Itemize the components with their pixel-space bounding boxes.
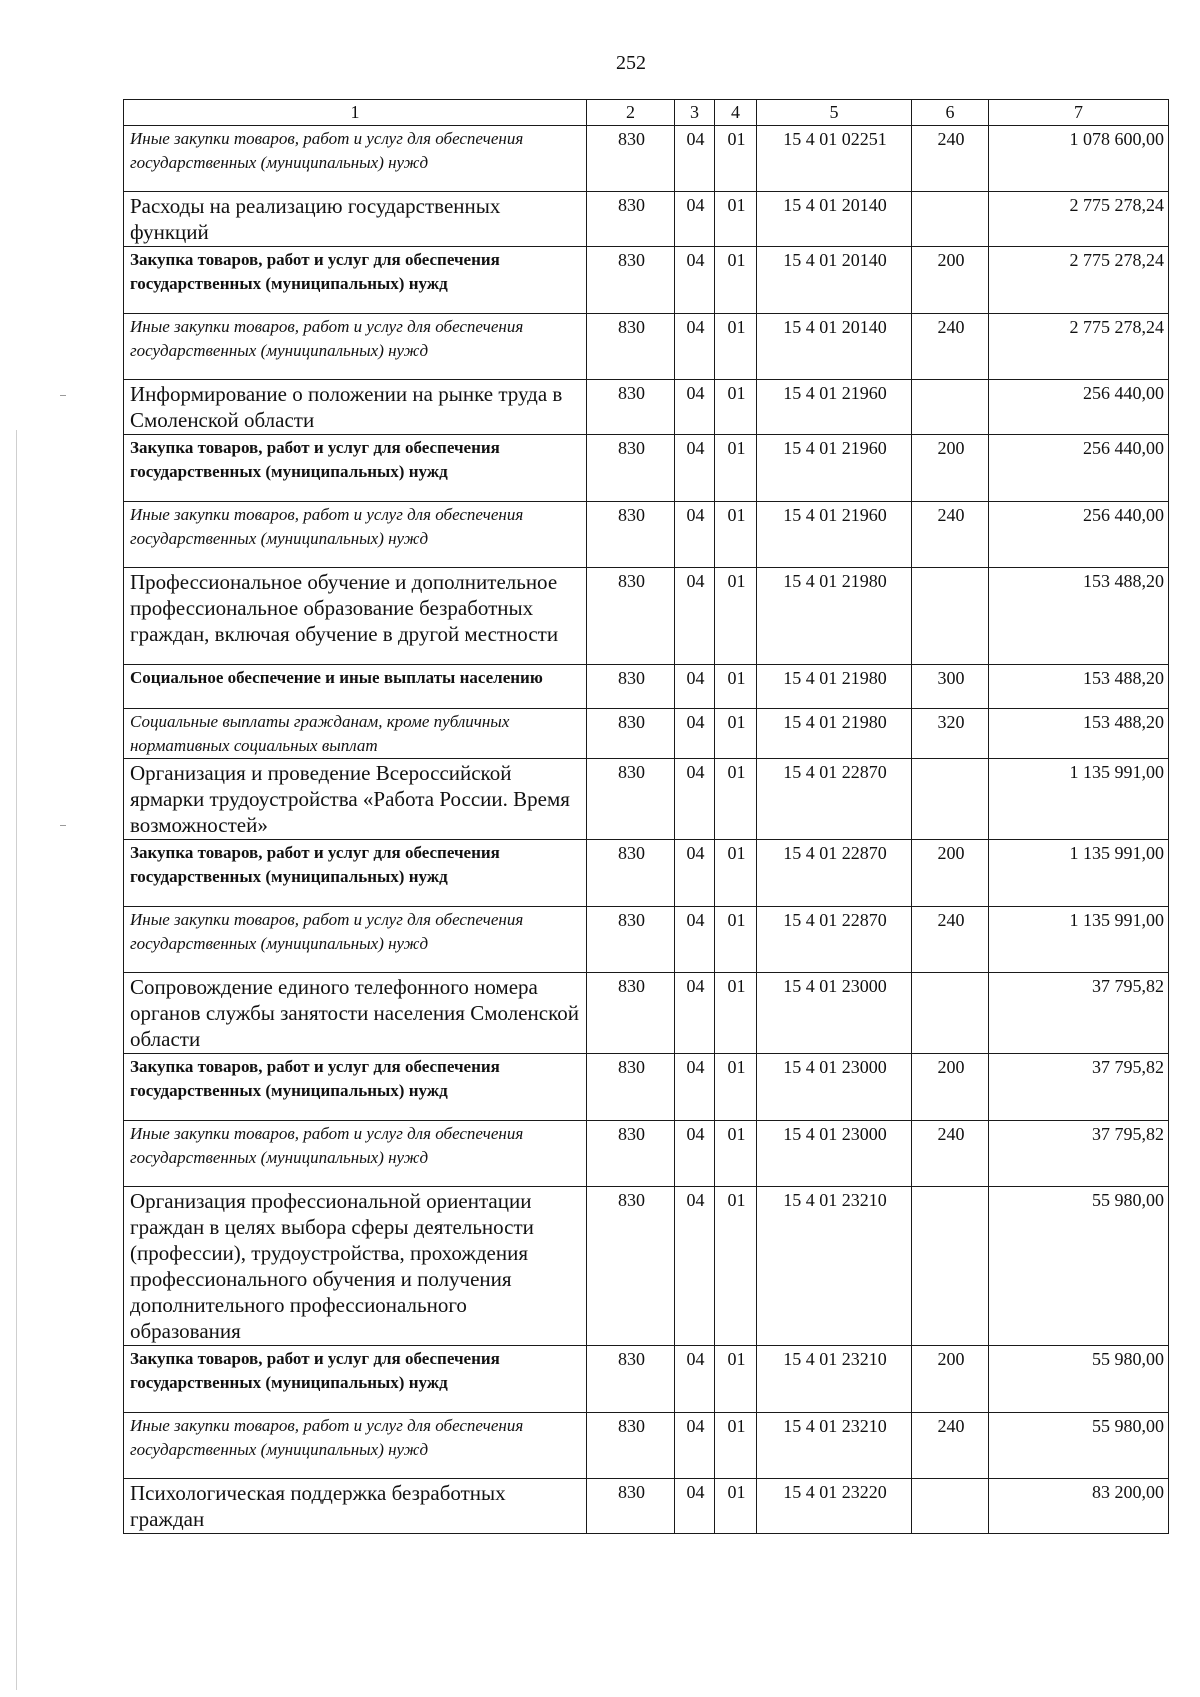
budget-table [123,99,1169,1534]
row-amount-cell: 1 135 991,00 [989,759,1169,840]
row-target-article-cell: 15 4 01 20140 [757,247,912,314]
header-col-6: 6 [912,100,989,126]
row-section-cell: 04 [675,1187,715,1346]
row-admin-code-cell: 830 [587,1413,675,1479]
row-name-cell: Психологическая поддержка безработных граждан [124,1479,587,1534]
row-subsection-cell: 01 [715,192,757,247]
row-subsection-cell: 01 [715,247,757,314]
header-col-2: 2 [587,100,675,126]
row-section-cell: 04 [675,973,715,1054]
scan-margin-line [16,430,17,1690]
table-row [124,126,1169,192]
row-section-cell: 04 [675,1121,715,1187]
row-admin-code-cell: 830 [587,502,675,568]
table-row [124,502,1169,568]
table-row [124,709,1169,759]
row-expense-type-cell: 200 [912,1054,989,1121]
row-admin-code-cell: 830 [587,1121,675,1187]
row-name-cell: Иные закупки товаров, работ и услуг для обеспечения государственных (муниципальных) нужд [124,314,587,380]
row-expense-type-cell: 200 [912,1346,989,1413]
row-target-article-cell: 15 4 01 21960 [757,435,912,502]
row-section-cell: 04 [675,840,715,907]
row-section-cell: 04 [675,380,715,435]
row-admin-code-cell: 830 [587,380,675,435]
row-admin-code-cell: 830 [587,1054,675,1121]
row-subsection-cell: 01 [715,1054,757,1121]
row-section-cell: 04 [675,435,715,502]
row-name-cell: Закупка товаров, работ и услуг для обеспечения государственных (муниципальных) нужд [124,247,587,314]
row-amount-cell: 37 795,82 [989,973,1169,1054]
row-section-cell: 04 [675,1346,715,1413]
table-row [124,1413,1169,1479]
row-subsection-cell: 01 [715,314,757,380]
row-section-cell: 04 [675,1413,715,1479]
row-amount-cell: 153 488,20 [989,665,1169,709]
row-admin-code-cell: 830 [587,247,675,314]
row-target-article-cell: 15 4 01 23210 [757,1413,912,1479]
row-section-cell: 04 [675,568,715,665]
row-name-cell: Закупка товаров, работ и услуг для обеспечения государственных (муниципальных) нужд [124,1346,587,1413]
row-expense-type-cell: 320 [912,709,989,759]
header-col-1: 1 [124,100,587,126]
row-target-article-cell: 15 4 01 23210 [757,1187,912,1346]
row-amount-cell: 55 980,00 [989,1187,1169,1346]
table-header [124,100,1169,126]
table-row [124,840,1169,907]
row-target-article-cell: 15 4 01 20140 [757,192,912,247]
row-expense-type-cell: 240 [912,314,989,380]
row-amount-cell: 2 775 278,24 [989,314,1169,380]
header-col-4: 4 [715,100,757,126]
row-admin-code-cell: 830 [587,1187,675,1346]
row-subsection-cell: 01 [715,1346,757,1413]
row-target-article-cell: 15 4 01 21980 [757,568,912,665]
header-row [124,100,1169,126]
row-name-cell: Закупка товаров, работ и услуг для обеспечения государственных (муниципальных) нужд [124,435,587,502]
row-name-cell: Иные закупки товаров, работ и услуг для обеспечения государственных (муниципальных) нужд [124,502,587,568]
row-expense-type-cell: 300 [912,665,989,709]
row-amount-cell: 2 775 278,24 [989,247,1169,314]
table-row [124,665,1169,709]
table-row [124,1121,1169,1187]
row-name-cell: Иные закупки товаров, работ и услуг для обеспечения государственных (муниципальных) нужд [124,1121,587,1187]
table-row [124,192,1169,247]
header-col-3: 3 [675,100,715,126]
row-target-article-cell: 15 4 01 23000 [757,1054,912,1121]
row-target-article-cell: 15 4 01 22870 [757,759,912,840]
row-section-cell: 04 [675,247,715,314]
row-admin-code-cell: 830 [587,126,675,192]
row-admin-code-cell: 830 [587,192,675,247]
table-row [124,568,1169,665]
row-name-cell: Социальное обеспечение и иные выплаты населению [124,665,587,709]
row-subsection-cell: 01 [715,568,757,665]
table-row [124,907,1169,973]
row-subsection-cell: 01 [715,126,757,192]
row-expense-type-cell [912,1187,989,1346]
row-expense-type-cell: 240 [912,1413,989,1479]
row-admin-code-cell: 830 [587,840,675,907]
row-name-cell: Закупка товаров, работ и услуг для обеспечения государственных (муниципальных) нужд [124,840,587,907]
row-name-cell: Иные закупки товаров, работ и услуг для обеспечения государственных (муниципальных) нужд [124,907,587,973]
row-subsection-cell: 01 [715,435,757,502]
row-target-article-cell: 15 4 01 23000 [757,973,912,1054]
row-name-cell: Организация и проведение Всероссийской ярмарки трудоустройства «Работа России. Время возможностей» [124,759,587,840]
row-target-article-cell: 15 4 01 21960 [757,380,912,435]
row-subsection-cell: 01 [715,709,757,759]
row-admin-code-cell: 830 [587,435,675,502]
row-amount-cell: 83 200,00 [989,1479,1169,1534]
row-target-article-cell: 15 4 01 20140 [757,314,912,380]
table-row [124,1054,1169,1121]
row-target-article-cell: 15 4 01 23210 [757,1346,912,1413]
row-amount-cell: 256 440,00 [989,435,1169,502]
row-section-cell: 04 [675,126,715,192]
row-name-cell: Иные закупки товаров, работ и услуг для обеспечения государственных (муниципальных) нужд [124,1413,587,1479]
row-amount-cell: 55 980,00 [989,1413,1169,1479]
row-expense-type-cell [912,380,989,435]
row-name-cell: Расходы на реализацию государственных функций [124,192,587,247]
table-row [124,1479,1169,1534]
row-expense-type-cell: 240 [912,126,989,192]
table-body [124,126,1169,1534]
row-amount-cell: 1 135 991,00 [989,840,1169,907]
header-col-5: 5 [757,100,912,126]
scan-margin-mark [60,395,66,396]
row-admin-code-cell: 830 [587,973,675,1054]
table-row [124,247,1169,314]
row-subsection-cell: 01 [715,1479,757,1534]
row-subsection-cell: 01 [715,1187,757,1346]
row-admin-code-cell: 830 [587,759,675,840]
row-expense-type-cell [912,568,989,665]
row-expense-type-cell: 200 [912,247,989,314]
row-section-cell: 04 [675,709,715,759]
row-admin-code-cell: 830 [587,568,675,665]
row-expense-type-cell: 200 [912,435,989,502]
row-target-article-cell: 15 4 01 23220 [757,1479,912,1534]
header-col-7: 7 [989,100,1169,126]
row-target-article-cell: 15 4 01 23000 [757,1121,912,1187]
row-subsection-cell: 01 [715,1413,757,1479]
row-subsection-cell: 01 [715,759,757,840]
row-amount-cell: 153 488,20 [989,568,1169,665]
row-amount-cell: 256 440,00 [989,380,1169,435]
row-admin-code-cell: 830 [587,1479,675,1534]
row-section-cell: 04 [675,314,715,380]
row-section-cell: 04 [675,665,715,709]
row-expense-type-cell: 240 [912,1121,989,1187]
row-section-cell: 04 [675,907,715,973]
row-amount-cell: 1 135 991,00 [989,907,1169,973]
row-name-cell: Организация профессиональной ориентации граждан в целях выбора сферы деятельности (профессии), трудоустройства, прохождения профессионального обучения и получения дополнительного профессионального образования [124,1187,587,1346]
row-section-cell: 04 [675,502,715,568]
row-expense-type-cell: 240 [912,907,989,973]
row-admin-code-cell: 830 [587,1346,675,1413]
table-row [124,973,1169,1054]
page-number: 252 [616,52,646,74]
row-section-cell: 04 [675,192,715,247]
row-target-article-cell: 15 4 01 21980 [757,665,912,709]
table-row [124,1346,1169,1413]
row-expense-type-cell [912,1479,989,1534]
row-section-cell: 04 [675,1479,715,1534]
row-target-article-cell: 15 4 01 21980 [757,709,912,759]
row-expense-type-cell [912,192,989,247]
row-name-cell: Социальные выплаты гражданам, кроме публичных нормативных социальных выплат [124,709,587,759]
row-amount-cell: 55 980,00 [989,1346,1169,1413]
row-expense-type-cell [912,973,989,1054]
row-name-cell: Профессиональное обучение и дополнительное профессиональное образование безработных граждан, включая обучение в другой местности [124,568,587,665]
row-expense-type-cell: 240 [912,502,989,568]
row-amount-cell: 153 488,20 [989,709,1169,759]
row-target-article-cell: 15 4 01 22870 [757,907,912,973]
table-row [124,314,1169,380]
table-row [124,759,1169,840]
row-subsection-cell: 01 [715,665,757,709]
row-section-cell: 04 [675,1054,715,1121]
row-subsection-cell: 01 [715,1121,757,1187]
row-target-article-cell: 15 4 01 22870 [757,840,912,907]
table-row [124,1187,1169,1346]
row-name-cell: Информирование о положении на рынке труда в Смоленской области [124,380,587,435]
row-section-cell: 04 [675,759,715,840]
row-subsection-cell: 01 [715,907,757,973]
row-amount-cell: 37 795,82 [989,1121,1169,1187]
table-row [124,435,1169,502]
row-subsection-cell: 01 [715,973,757,1054]
row-name-cell: Сопровождение единого телефонного номера органов службы занятости населения Смоленской области [124,973,587,1054]
row-name-cell: Иные закупки товаров, работ и услуг для обеспечения государственных (муниципальных) нужд [124,126,587,192]
row-subsection-cell: 01 [715,502,757,568]
row-amount-cell: 37 795,82 [989,1054,1169,1121]
row-target-article-cell: 15 4 01 02251 [757,126,912,192]
row-expense-type-cell: 200 [912,840,989,907]
table-row [124,380,1169,435]
row-admin-code-cell: 830 [587,665,675,709]
row-admin-code-cell: 830 [587,314,675,380]
row-amount-cell: 256 440,00 [989,502,1169,568]
row-admin-code-cell: 830 [587,709,675,759]
row-target-article-cell: 15 4 01 21960 [757,502,912,568]
row-name-cell: Закупка товаров, работ и услуг для обеспечения государственных (муниципальных) нужд [124,1054,587,1121]
scan-margin-mark [60,825,66,826]
row-subsection-cell: 01 [715,380,757,435]
row-amount-cell: 1 078 600,00 [989,126,1169,192]
row-expense-type-cell [912,759,989,840]
row-amount-cell: 2 775 278,24 [989,192,1169,247]
row-subsection-cell: 01 [715,840,757,907]
row-admin-code-cell: 830 [587,907,675,973]
